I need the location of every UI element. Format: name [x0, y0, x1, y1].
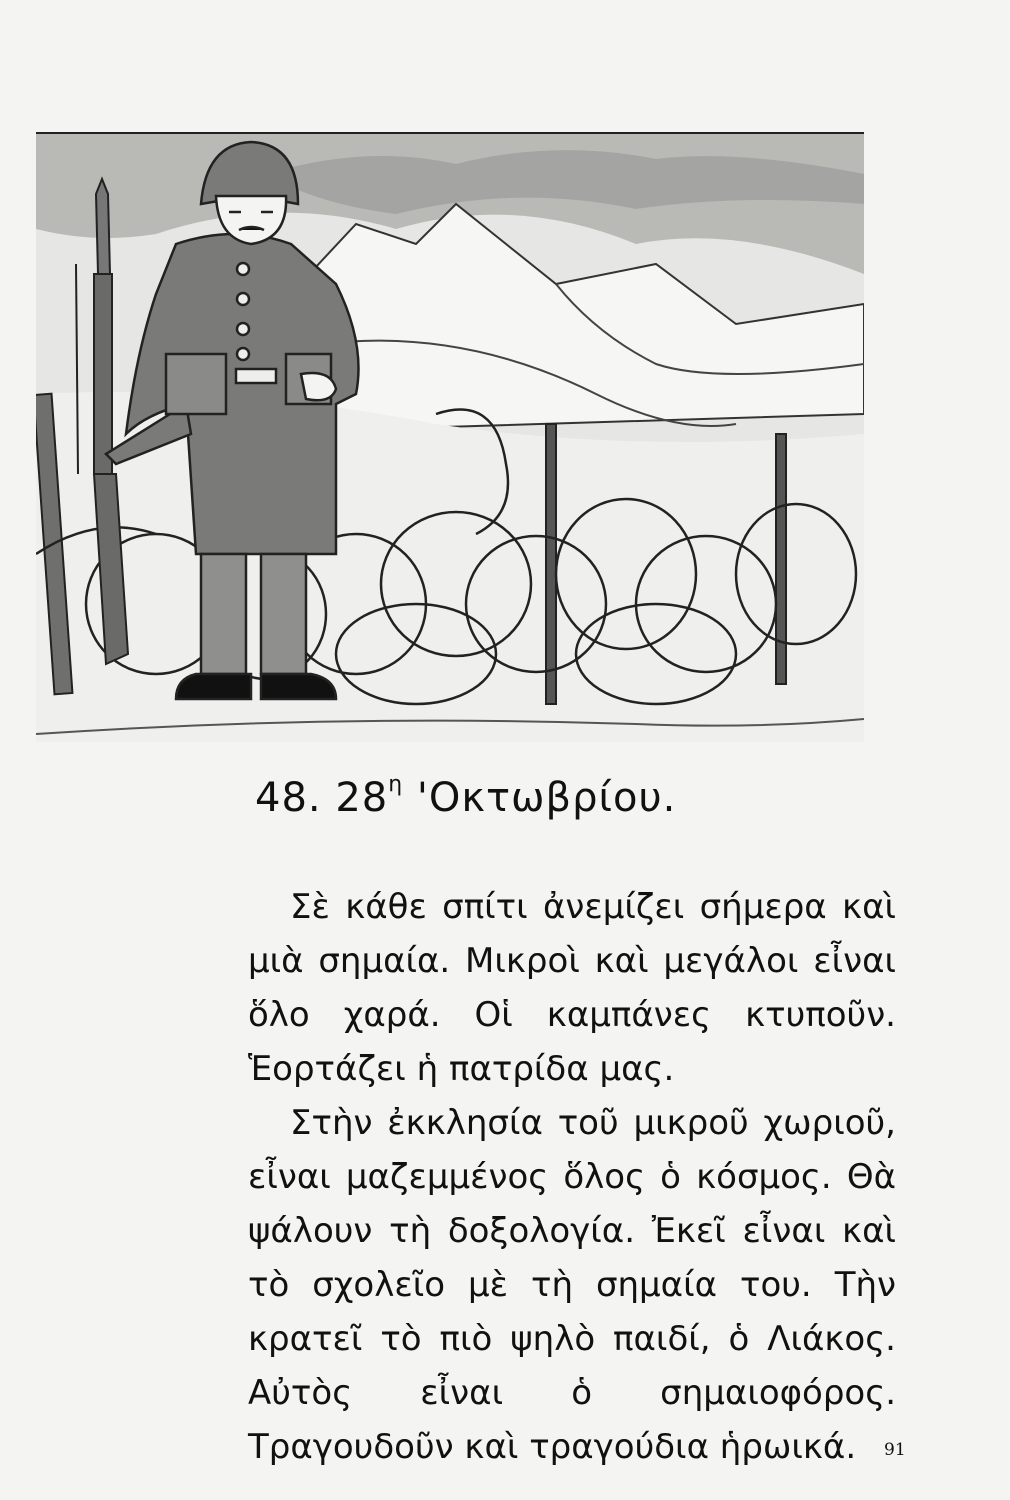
paragraph: Σὲ κάθε σπίτι ἀνεμίζει σήμερα καὶ μιὰ σημαία. Μικροὶ καὶ μεγάλοι εἶναι ὅλο χαρά. Οἱ καμπάνες κτυποῦν. Ἑορτάζει ἡ πατρίδα μας. — [248, 887, 896, 1089]
lesson-month: 'Οκτωβρίου. — [416, 775, 677, 821]
page-number: 91 — [884, 1440, 906, 1460]
lesson-text — [248, 880, 896, 1474]
soldier-illustration — [36, 132, 864, 742]
lesson-ordinal: η — [388, 771, 404, 797]
lesson-number: 48. — [255, 775, 322, 821]
lesson-day: 28 — [335, 775, 389, 821]
paragraph: Στὴν ἐκκλησία τοῦ μικροῦ χωριοῦ, εἶναι μαζεμμένος ὅλος ὁ κόσμος. Θὰ ψάλουν τὴ δοξολογία. Ἐκεῖ εἶναι καὶ τὸ σχολεῖο μὲ τὴ σημαία του. Τὴν κρατεῖ τὸ πιὸ ψηλὸ παιδί, ὁ Λιάκος. Αὐτὸς εἶναι ὁ σημαιοφόρος. Τραγουδοῦν καὶ τραγούδια ἡρωικά. — [248, 1103, 896, 1467]
lesson-heading — [255, 771, 677, 821]
